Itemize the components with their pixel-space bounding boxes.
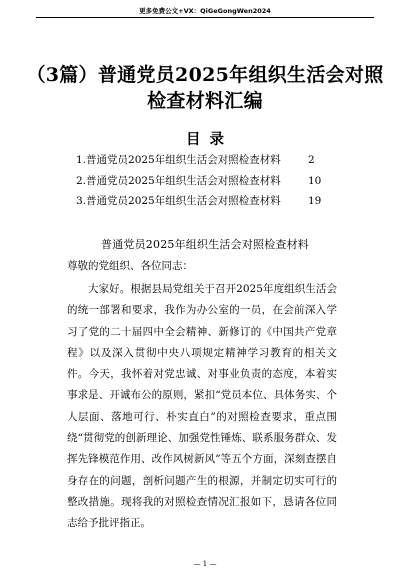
table-of-contents (76, 150, 336, 212)
document-title-line1: （3篇）普通党员2025年组织生活会对照 (26, 64, 384, 86)
header-note: 更多免费公文+VX：QiGeGongWen2024 (139, 7, 271, 15)
body-paragraph: 大家好。根据县局党组关于召开2025年度组织生活会的统一部署和要求，我作为办公室的一员，在会前深入学习了党的二十届四中全会精神、新修订的《中国共产党章程》以及深入贯彻中央八项规定精神学习教育的相关文件。今天，我怀着对党忠诚、对事业负责的态度，本着实事求是、开诚布公的原则，紧扣“党员本位、具体务实、个人层面、落地可行、朴实直白”的对照检查要求，重点围绕“贯彻党的创新理论、加强党性锤炼、联系服务群众、发挥先锋模范作用、改作风树新风”等五个方面，深刻查摆自身存在的问题，剖析问题产生的根源，并制定切实可行的整改措施。现将我的对照检查情况汇报如下，恳请各位同志给予批评指正。 (67, 283, 337, 530)
document-title-line2: 检查材料汇编 (147, 90, 263, 112)
toc-item-page: 19 (308, 195, 322, 207)
toc-item[interactable] (76, 191, 336, 212)
toc-item[interactable] (76, 171, 336, 192)
toc-item-page: 2 (308, 154, 315, 166)
page-number: — 1 — (193, 560, 217, 568)
salutation: 尊敬的党组织、各位同志： (67, 260, 193, 272)
toc-item-label: 1.普通党员2025年组织生活会对照检查材料 (76, 154, 281, 166)
article-title: 普通党员2025年组织生活会对照检查材料 (101, 238, 309, 251)
toc-item[interactable] (76, 150, 336, 171)
toc-heading: 目录 (186, 131, 233, 148)
toc-item-label: 2.普通党员2025年组织生活会对照检查材料 (76, 174, 281, 187)
toc-item-page: 10 (308, 174, 322, 187)
header-divider (36, 17, 374, 18)
toc-item-label: 3.普通党员2025年组织生活会对照检查材料 (76, 195, 281, 207)
